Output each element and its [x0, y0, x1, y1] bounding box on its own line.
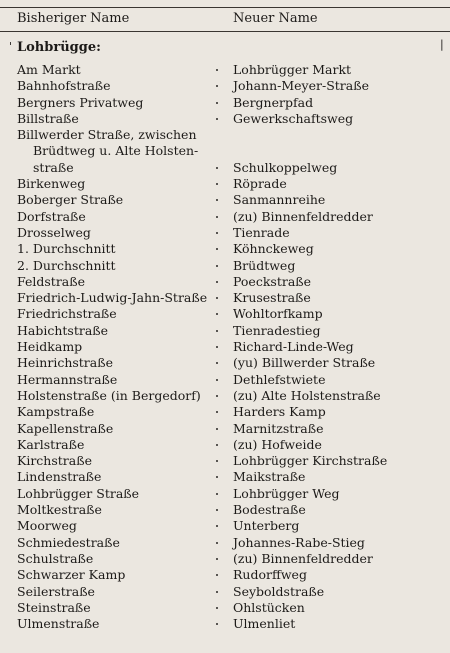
table-row	[0, 78, 450, 94]
table-row	[0, 453, 450, 469]
leader-dot	[216, 395, 218, 397]
table-row	[0, 209, 450, 225]
old-street-name: Habichtstraße	[17, 322, 109, 338]
old-street-name	[17, 127, 222, 176]
table-row	[0, 551, 450, 567]
column-header-new-name: Neuer Name	[233, 11, 318, 26]
column-header-old-name: Bisheriger Name	[17, 11, 130, 26]
old-street-name: Ulmenstraße	[17, 616, 100, 632]
table-row	[0, 502, 450, 518]
table-row	[0, 372, 450, 388]
old-street-name: Holstenstraße (in Bergedorf)	[17, 387, 201, 403]
new-street-name: Ulmenliet	[233, 616, 296, 632]
table-row	[0, 421, 450, 437]
new-street-name: Schulkoppelweg	[233, 159, 338, 175]
old-street-name: Moorweg	[17, 518, 77, 534]
table-row	[0, 192, 450, 208]
section-title: Lohbrügge:	[17, 40, 101, 55]
leader-dot	[216, 607, 218, 609]
new-street-name: Lohbrügger Markt	[233, 62, 352, 77]
table-row	[0, 404, 450, 420]
street-rename-table	[0, 62, 450, 632]
table-row	[0, 469, 450, 485]
old-street-name: Seilerstraße	[17, 583, 95, 599]
leader-dot	[216, 265, 218, 267]
table-row	[0, 518, 450, 534]
old-street-name: Friedrich-Ludwig-Jahn-Straße	[17, 290, 208, 306]
new-street-name: Richard-Linde-Weg	[233, 339, 354, 355]
new-street-name: Bergnerpfad	[233, 94, 314, 110]
leader-dot	[216, 591, 218, 593]
table-row	[0, 241, 450, 257]
old-street-name: Feldstraße	[17, 273, 85, 289]
old-street-name: Heidkamp	[17, 339, 83, 355]
margin-tick-mark: |	[440, 38, 444, 51]
leader-dot	[216, 102, 218, 104]
top-rule	[0, 7, 450, 8]
table-row	[0, 274, 450, 290]
new-street-name: Tienrade	[233, 224, 290, 240]
table-row	[0, 225, 450, 241]
new-street-name: Gewerkschaftsweg	[233, 110, 354, 126]
table-row	[0, 486, 450, 502]
table-row	[0, 584, 450, 600]
table-row	[0, 290, 450, 306]
old-street-name-line: Billwerder Straße, zwischen	[17, 127, 197, 143]
old-street-name: Dorfstraße	[17, 208, 86, 224]
new-street-name: Rudorffweg	[233, 567, 307, 583]
old-street-name-line: straße	[33, 159, 74, 175]
old-street-name: Drosselweg	[17, 224, 91, 240]
leader-dot	[216, 281, 218, 283]
new-street-name: Röprade	[233, 176, 287, 192]
leader-dot	[216, 232, 218, 234]
leader-dot	[216, 509, 218, 511]
leader-dot	[216, 428, 218, 430]
table-row	[0, 437, 450, 453]
new-street-name: Johannes-Rabe-Stieg	[233, 534, 365, 550]
old-street-name: Kirchstraße	[17, 453, 92, 469]
new-street-name: (zu) Alte Holstenstraße	[233, 387, 381, 403]
old-street-name: Am Markt	[17, 62, 81, 77]
table-row	[0, 339, 450, 355]
new-street-name: Johann-Meyer-Straße	[233, 78, 369, 94]
new-street-name: (zu) Hofweide	[233, 436, 322, 452]
table-row	[0, 258, 450, 274]
new-street-name: Tienradestieg	[233, 322, 321, 338]
table-row	[0, 323, 450, 339]
old-street-name: Schwarzer Kamp	[17, 567, 126, 583]
new-street-name: Poeckstraße	[233, 273, 312, 289]
new-street-name: Sanmannreihe	[233, 192, 326, 208]
table-row	[0, 355, 450, 371]
old-street-name: 1. Durchschnitt	[17, 241, 116, 257]
old-street-name-line: Brüdtweg u. Alte Holsten-	[33, 143, 199, 159]
table-row	[0, 616, 450, 632]
table-row	[0, 176, 450, 192]
leader-dot	[216, 69, 218, 71]
table-row	[0, 62, 450, 78]
leader-dot	[216, 558, 218, 560]
old-street-name: Kampstraße	[17, 404, 95, 420]
margin-tick-mark: '	[9, 40, 13, 53]
table-row	[0, 535, 450, 551]
new-street-name: Bodestraße	[233, 502, 306, 518]
old-street-name: Bergners Privatweg	[17, 94, 144, 110]
leader-dot	[216, 216, 218, 218]
old-street-name: Lindenstraße	[17, 469, 102, 485]
new-street-name: Ohlstücken	[233, 599, 305, 615]
leader-dot	[216, 493, 218, 495]
old-street-name: Birkenweg	[17, 176, 86, 192]
new-street-name: Unterberg	[233, 518, 300, 534]
leader-dot	[216, 330, 218, 332]
header-rule	[0, 31, 450, 32]
old-street-name: Schmiedestraße	[17, 534, 120, 550]
old-street-name: Lohbrügger Straße	[17, 485, 140, 501]
old-street-name: Hermannstraße	[17, 371, 118, 387]
new-street-name: Wohltorfkamp	[233, 306, 323, 322]
leader-dot	[216, 118, 218, 120]
new-street-name: Lohbrügger Weg	[233, 485, 340, 501]
old-street-name: Kapellenstraße	[17, 420, 114, 436]
old-street-name: Karlstraße	[17, 436, 85, 452]
new-street-name: Marnitzstraße	[233, 420, 324, 436]
old-street-name: Boberger Straße	[17, 192, 124, 208]
table-row	[0, 111, 450, 127]
old-street-name: Schulstraße	[17, 550, 94, 566]
old-street-name: Bahnhofstraße	[17, 78, 111, 94]
old-street-name: 2. Durchschnitt	[17, 257, 116, 273]
new-street-name: Seyboldstraße	[233, 583, 325, 599]
table-row	[0, 600, 450, 616]
table-row	[0, 95, 450, 111]
new-street-name: Dethlefstwiete	[233, 371, 326, 387]
old-street-name: Friedrichstraße	[17, 306, 117, 322]
table-row	[0, 127, 450, 176]
leader-dot	[216, 167, 218, 169]
new-street-name: Lohbrügger Kirchstraße	[233, 453, 388, 469]
old-street-name: Steinstraße	[17, 599, 91, 615]
new-street-name: Köhnckeweg	[233, 241, 314, 257]
table-row	[0, 567, 450, 583]
table-row	[0, 306, 450, 322]
leader-dot	[216, 444, 218, 446]
new-street-name: (zu) Binnenfeldredder	[233, 550, 373, 566]
leader-dot	[216, 542, 218, 544]
new-street-name: (yu) Billwerder Straße	[233, 355, 376, 371]
new-street-name: Harders Kamp	[233, 404, 326, 420]
new-street-name: Maikstraße	[233, 469, 306, 485]
new-street-name: Krusestraße	[233, 290, 311, 306]
old-street-name: Moltkestraße	[17, 502, 102, 518]
new-street-name: (zu) Binnenfeldredder	[233, 208, 373, 224]
new-street-name: Brüdtweg	[233, 257, 296, 273]
table-row	[0, 388, 450, 404]
old-street-name: Heinrichstraße	[17, 355, 113, 371]
leader-dot	[216, 379, 218, 381]
old-street-name: Billstraße	[17, 110, 79, 126]
